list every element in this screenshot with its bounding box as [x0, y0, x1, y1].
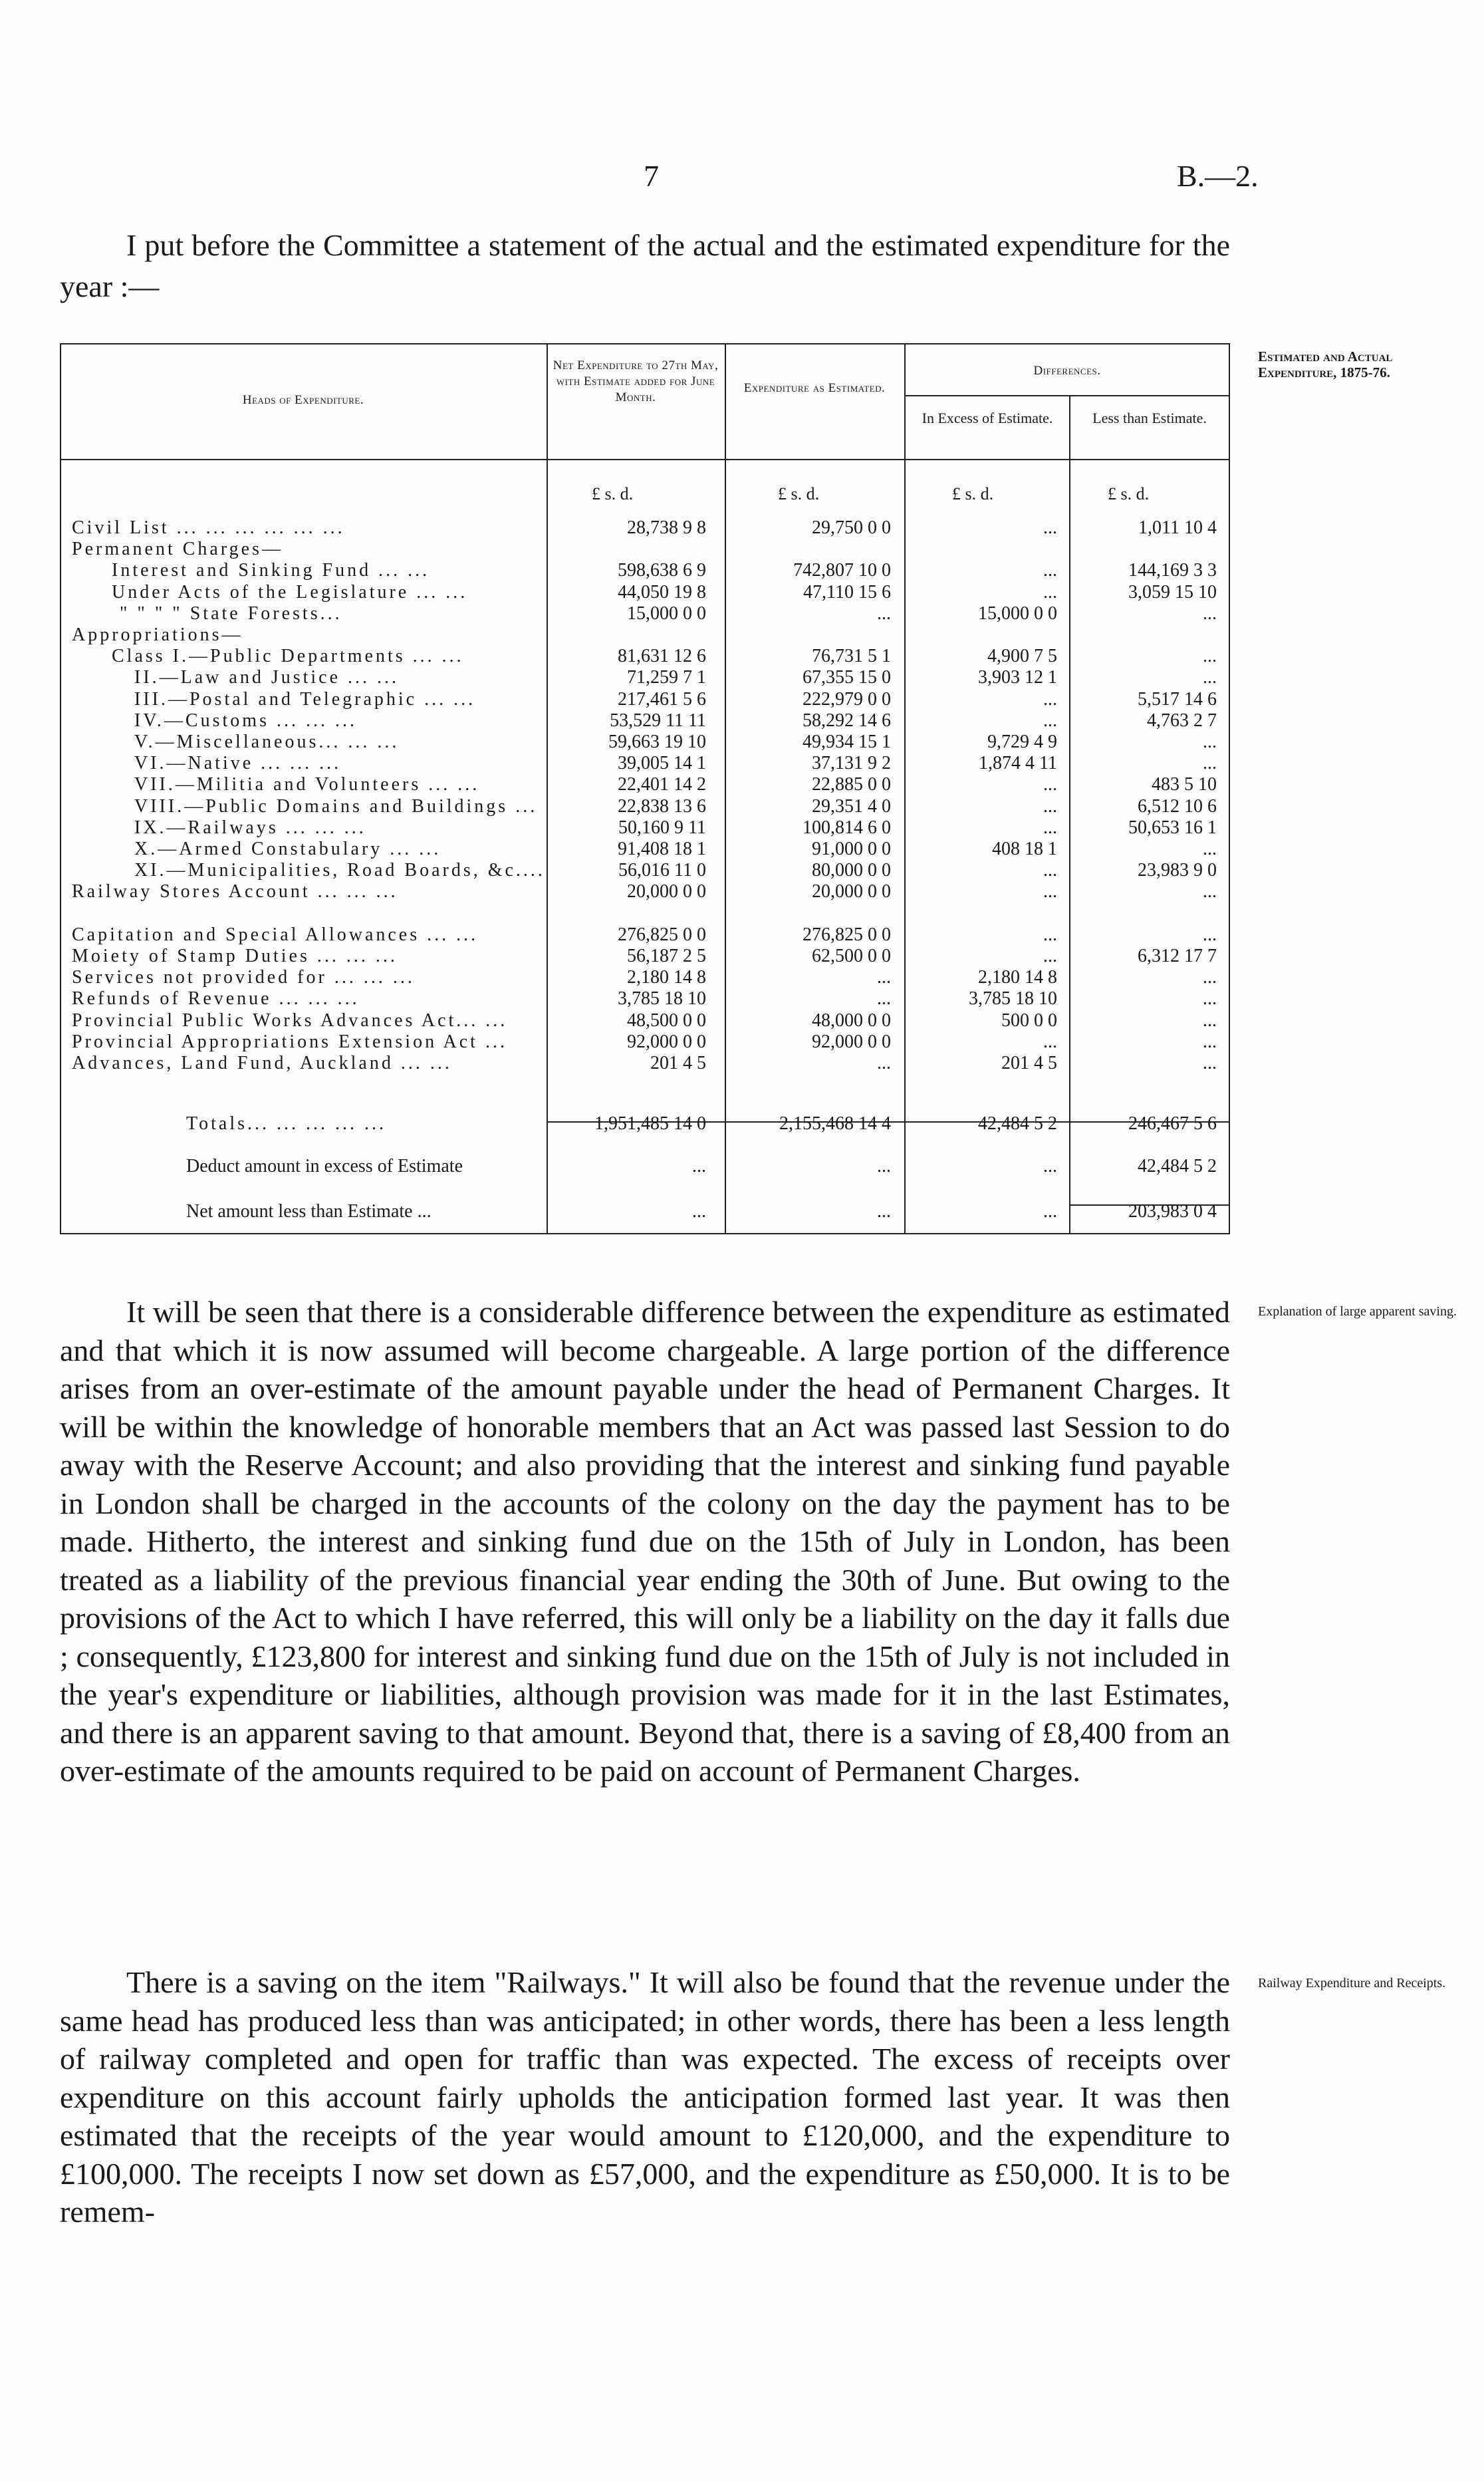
row-head: Advances, Land Fund, Auckland ... ...: [72, 1053, 452, 1073]
row-excess: 2,180 14 8: [978, 967, 1057, 988]
row-excess: ...: [1043, 560, 1057, 581]
row-estimated: ...: [877, 1201, 891, 1222]
row-less: ...: [1203, 1010, 1217, 1031]
row-excess: 9,729 4 9: [987, 732, 1057, 752]
row-net: 39,005 14 1: [618, 753, 706, 774]
row-head: Civil List ... ... ... ... ... ...: [72, 517, 345, 538]
paragraph-text: It will be seen that there is a considerable difference between the expenditure as estimated and that which it is now assumed will become chargeable. A large portion of the difference arises from an over-estimate of the amount payable under the head of Permanent Charges. It will be within the knowledge of honorable members that an Act was passed last Session to do away with the Reserve Account; and also providing that the interest and sinking fund payable in London shall be charged in the accounts of the colony on the day the payment has to be made. Hitherto, the interest and sinking fund due on the 15th of July in London, has been treated as a liability of the previous financial year ending the 30th of June. But owing to the provisions of the Act to which I have referred, this will only be a liability on the day it falls due ; consequently, £123,800 for interest and sinking fund due on the 15th of July is not included in the year's expenditure or liabilities, although provision was made for it in the last Estimates, and there is an apparent saving to that amount. Beyond that, there is a saving of £8,400 from an over-estimate of the amounts required to be paid on account of Permanent Charges.: [60, 1295, 1230, 1788]
margin-note-table: Estimated and Actual Expenditure, 1875-76.: [1258, 348, 1393, 380]
row-head: VIII.—Public Domains and Buildings ...: [134, 795, 538, 817]
row-estimated: 67,355 15 0: [803, 667, 891, 688]
row-estimated: 80,000 0 0: [812, 860, 891, 881]
row-head: IX.—Railways ... ... ...: [134, 817, 366, 838]
row-net: 71,259 7 1: [627, 667, 706, 688]
row-less: 144,169 3 3: [1128, 560, 1217, 581]
row-head: V.—Miscellaneous... ... ...: [134, 732, 400, 752]
row-excess: ...: [1043, 817, 1057, 838]
row-excess: 15,000 0 0: [978, 603, 1057, 624]
row-estimated: 22,885 0 0: [812, 774, 891, 795]
row-less: ...: [1203, 603, 1217, 624]
table-row: [60, 1053, 1230, 1074]
table-row: [60, 924, 1230, 946]
table-row: [60, 517, 1230, 539]
document-reference: B.—2.: [1177, 159, 1259, 193]
row-head: IV.—Customs ... ... ...: [134, 710, 357, 731]
row-net: 81,631 12 6: [618, 646, 706, 667]
table-row: [60, 946, 1230, 967]
paragraph-text: There is a saving on the item "Railways." It will also be found that the revenue under the same head has produced less than was anticipated; in other words, there has been a less length of railway completed and open for traffic than was expected. The excess of receipts over expenditure on this account fairly upholds the anticipation formed last year. It was then estimated that the receipts of the year would amount to £120,000, and the expenditure to £100,000. The receipts I now set down as £57,000, and the expenditure as £50,000. It is to be remem-: [60, 1965, 1230, 2229]
row-less: ...: [1203, 924, 1217, 945]
row-excess: 3,903 12 1: [978, 667, 1057, 688]
row-head: Interest and Sinking Fund ... ...: [112, 560, 430, 581]
row-excess: 42,484 5 2: [978, 1113, 1057, 1134]
row-net: 50,160 9 11: [618, 817, 706, 838]
row-less: ...: [1203, 732, 1217, 752]
header-estimated: Expenditure as Estimated.: [743, 381, 886, 395]
row-head: Railway Stores Account ... ... ...: [72, 881, 398, 902]
row-estimated: ...: [877, 1156, 891, 1176]
row-excess: ...: [1043, 924, 1057, 945]
row-less: 483 5 10: [1152, 774, 1217, 795]
row-estimated: 276,825 0 0: [803, 924, 891, 945]
row-net: 598,638 6 9: [618, 560, 706, 581]
header-less-than: Less than Estimate.: [1092, 410, 1207, 426]
row-head: X.—Armed Constabulary ... ...: [134, 839, 441, 859]
row-head: Net amount less than Estimate ...: [186, 1201, 432, 1222]
paragraph-permanent-charges: [60, 1293, 1230, 1790]
row-estimated: 222,979 0 0: [803, 688, 891, 710]
row-head: Under Acts of the Legislature ... ...: [112, 581, 468, 603]
table-row: [60, 1032, 1230, 1053]
row-estimated: 37,131 9 2: [812, 753, 891, 774]
row-less: 6,512 10 6: [1138, 795, 1217, 817]
row-estimated: 76,731 5 1: [812, 646, 891, 667]
table-row: [60, 967, 1230, 988]
unit-label: £ s. d.: [1108, 484, 1150, 503]
row-head: " " " " State Forests...: [120, 603, 342, 624]
row-net: 15,000 0 0: [627, 603, 706, 624]
header-net-expenditure: Net Expenditure to 27th May, with Estimate added for June Month.: [553, 358, 719, 404]
row-estimated: ...: [877, 967, 891, 988]
row-estimated: 62,500 0 0: [812, 946, 891, 966]
row-less: 203,983 0 4: [1128, 1201, 1217, 1222]
row-estimated: 58,292 14 6: [803, 710, 891, 731]
header-divider: [904, 395, 1230, 396]
row-less: 6,312 17 7: [1138, 946, 1217, 966]
row-excess: ...: [1043, 774, 1057, 795]
row-net: 91,408 18 1: [618, 839, 706, 859]
row-net: 217,461 5 6: [618, 688, 706, 710]
row-net: 28,738 9 8: [627, 517, 706, 538]
row-less: ...: [1203, 967, 1217, 988]
row-excess: 500 0 0: [1001, 1010, 1057, 1031]
table-row: [60, 539, 1230, 560]
row-estimated: 100,814 6 0: [803, 817, 891, 838]
row-head: Moiety of Stamp Duties ... ... ...: [72, 946, 398, 966]
row-excess: ...: [1043, 1031, 1057, 1052]
row-net: 44,050 19 8: [618, 581, 706, 603]
row-excess: 201 4 5: [1001, 1053, 1057, 1073]
net-less-row: [60, 1201, 1230, 1222]
margin-note-explanation: Explanation of large apparent saving.: [1258, 1304, 1457, 1319]
row-less: 5,517 14 6: [1138, 688, 1217, 710]
row-net: 2,180 14 8: [627, 967, 706, 988]
row-less: ...: [1203, 646, 1217, 667]
row-net: 92,000 0 0: [627, 1031, 706, 1052]
row-excess: ...: [1043, 710, 1057, 731]
table-row: [60, 774, 1230, 795]
row-excess: ...: [1043, 795, 1057, 817]
row-head: VII.—Militia and Volunteers ... ...: [134, 774, 480, 795]
table-row: [60, 732, 1230, 753]
row-net: 56,016 11 0: [618, 860, 706, 881]
row-estimated: 47,110 15 6: [803, 581, 891, 603]
row-estimated: 20,000 0 0: [812, 881, 891, 902]
unit-label: £ s. d.: [952, 484, 994, 503]
row-net: 20,000 0 0: [627, 881, 706, 902]
table-row: [60, 560, 1230, 581]
row-less: ...: [1203, 988, 1217, 1010]
row-estimated: 742,807 10 0: [793, 560, 891, 581]
row-less: 1,011 10 4: [1138, 517, 1217, 538]
row-less: ...: [1203, 1031, 1217, 1052]
row-estimated: ...: [877, 603, 891, 624]
table-row: [60, 860, 1230, 881]
row-excess: 3,785 18 10: [969, 988, 1057, 1010]
row-net: 59,663 19 10: [608, 732, 706, 752]
row-head: Services not provided for ... ... ...: [72, 967, 415, 988]
intro-paragraph: [60, 225, 1230, 307]
unit-label: £ s. d.: [592, 484, 634, 503]
row-estimated: 92,000 0 0: [812, 1031, 891, 1052]
row-estimated: 49,934 15 1: [803, 732, 891, 752]
row-net: 276,825 0 0: [618, 924, 706, 945]
row-head: Appropriations—: [72, 624, 243, 645]
row-head: Refunds of Revenue ... ... ...: [72, 988, 360, 1010]
row-excess: ...: [1043, 1201, 1057, 1222]
row-net: 22,401 14 2: [618, 774, 706, 795]
row-net: ...: [692, 1156, 706, 1176]
row-estimated: ...: [877, 988, 891, 1010]
unit-label: £ s. d.: [778, 484, 820, 503]
row-head: Capitation and Special Allowances ... ...: [72, 924, 479, 945]
row-excess: 408 18 1: [992, 839, 1057, 859]
row-net: 201 4 5: [650, 1053, 706, 1073]
row-head: Deduct amount in excess of Estimate: [186, 1156, 463, 1176]
table-row: [60, 710, 1230, 732]
margin-note-railway: Railway Expenditure and Receipts.: [1258, 1976, 1446, 1991]
row-excess: ...: [1043, 946, 1057, 966]
header-differences: Differences.: [1033, 364, 1101, 378]
table-row: [60, 646, 1230, 667]
row-net: 56,187 2 5: [627, 946, 706, 966]
table-row: [60, 582, 1230, 603]
header-bottom-rule: [60, 459, 1230, 460]
header-in-excess: In Excess of Estimate.: [922, 410, 1053, 426]
row-excess: ...: [1043, 581, 1057, 603]
row-less: ...: [1203, 667, 1217, 688]
row-estimated: 91,000 0 0: [812, 839, 891, 859]
row-net: 53,529 11 11: [610, 710, 706, 731]
table-row: [60, 839, 1230, 860]
table-row: [60, 903, 1230, 924]
row-less: 246,467 5 6: [1128, 1113, 1217, 1134]
row-less: 4,763 2 7: [1147, 710, 1217, 731]
table-row: [60, 753, 1230, 774]
row-net: 48,500 0 0: [627, 1010, 706, 1031]
row-estimated: ...: [877, 1053, 891, 1073]
row-net: 22,838 13 6: [618, 795, 706, 817]
row-head: VI.—Native ... ... ...: [134, 753, 342, 774]
row-less: 50,653 16 1: [1128, 817, 1217, 838]
row-head: Permanent Charges—: [72, 539, 283, 560]
row-head: XI.—Municipalities, Road Boards, &c....: [134, 860, 545, 881]
row-estimated: 29,351 4 0: [812, 795, 891, 817]
row-less: 42,484 5 2: [1138, 1156, 1217, 1176]
table-row: [60, 667, 1230, 688]
row-net: ...: [692, 1201, 706, 1222]
row-less: ...: [1203, 753, 1217, 774]
deduct-row: [60, 1156, 1230, 1177]
expenditure-table: [60, 343, 1230, 1234]
row-excess: 4,900 7 5: [987, 646, 1057, 667]
table-row: [60, 689, 1230, 710]
row-excess: ...: [1043, 688, 1057, 710]
table-row: [60, 796, 1230, 817]
table-row: [60, 603, 1230, 624]
row-less: 3,059 15 10: [1128, 581, 1217, 603]
row-excess: 1,874 4 11: [979, 753, 1057, 774]
row-estimated: 48,000 0 0: [812, 1010, 891, 1031]
paragraph-railways: [60, 1963, 1230, 2231]
table-row: [60, 624, 1230, 646]
totals-row: [60, 1113, 1230, 1135]
table-row: [60, 988, 1230, 1010]
row-head: Class I.—Public Departments ... ...: [112, 646, 464, 667]
row-estimated: 29,750 0 0: [812, 517, 891, 538]
row-less: ...: [1203, 881, 1217, 902]
intro-text: I put before the Committee a statement of the actual and the estimated expenditure for the year :—: [60, 228, 1230, 303]
row-estimated: 2,155,468 14 4: [779, 1113, 891, 1134]
table-row: [60, 817, 1230, 839]
row-head: Totals... ... ... ... ...: [186, 1113, 387, 1134]
row-net: 1,951,485 14 0: [594, 1113, 706, 1134]
row-head: Provincial Appropriations Extension Act ...: [72, 1031, 507, 1052]
row-excess: ...: [1043, 1156, 1057, 1176]
row-excess: ...: [1043, 517, 1057, 538]
row-excess: ...: [1043, 860, 1057, 881]
table-row: [60, 1010, 1230, 1032]
row-less: ...: [1203, 839, 1217, 859]
row-less: ...: [1203, 1053, 1217, 1073]
row-head: II.—Law and Justice ... ...: [134, 667, 400, 688]
row-head: Provincial Public Works Advances Act... ...: [72, 1010, 508, 1031]
row-excess: ...: [1043, 881, 1057, 902]
table-row: [60, 881, 1230, 902]
row-head: III.—Postal and Telegraphic ... ...: [134, 688, 476, 710]
row-less: 23,983 9 0: [1138, 860, 1217, 881]
page-number: 7: [644, 159, 659, 193]
header-heads: Heads of Expenditure.: [242, 393, 364, 407]
row-net: 3,785 18 10: [618, 988, 706, 1010]
